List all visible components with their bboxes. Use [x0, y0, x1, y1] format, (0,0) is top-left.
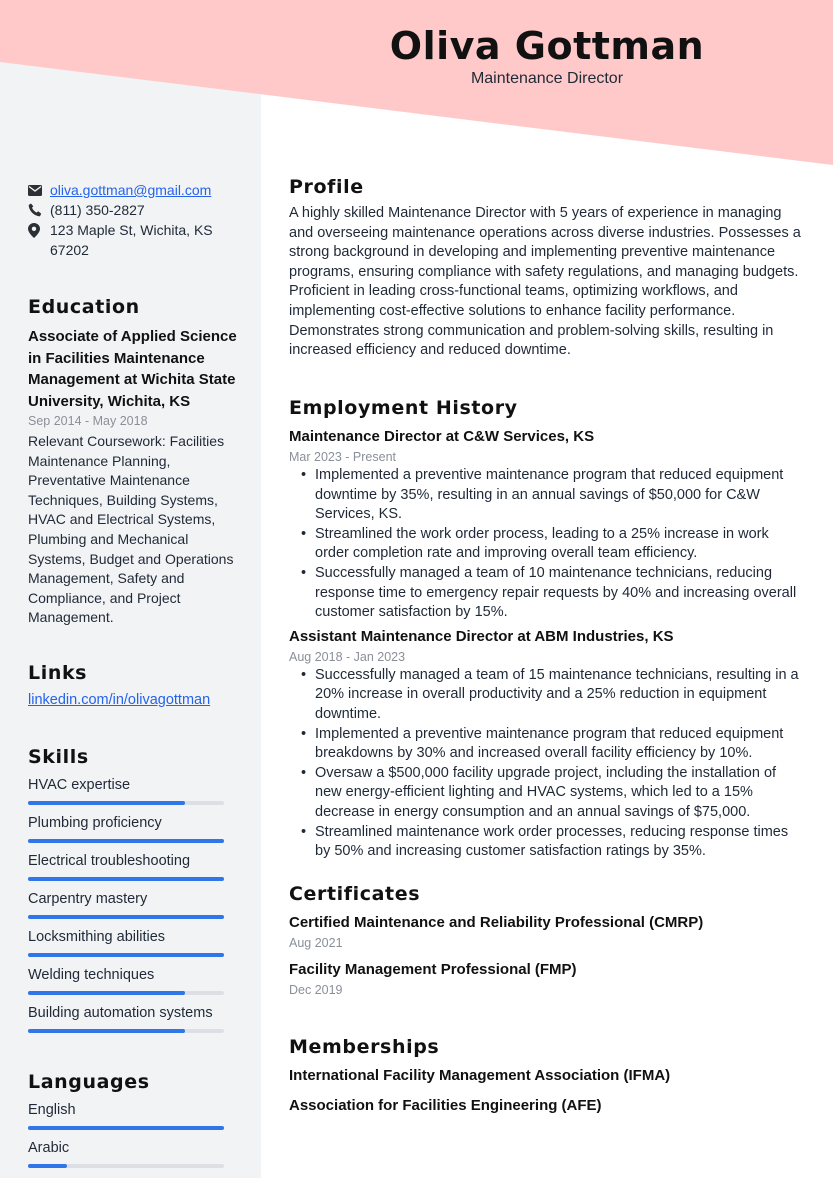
skill-item [28, 776, 238, 806]
language-name: English [28, 1102, 76, 1118]
envelope-icon [28, 180, 50, 200]
certificate-title: Facility Management Professional (FMP) [289, 961, 577, 978]
skill-name: Welding techniques [28, 967, 155, 983]
email-link[interactable]: oliva.gottman@gmail.com [50, 182, 212, 198]
education-coursework: Relevant Coursework: Facilities Maintenance Planning, Preventative Maintenance Techniques, Building Systems, HVAC and Electrical Systems, Plumbing and Mechanical Systems, Budget and Operations Management, Safety and Compliance, and Project Management. [28, 433, 234, 626]
languages-list [28, 1101, 238, 1169]
job-bullet: • Successfully managed a team of 15 maintenance technicians, resulting in a 20% increase in overall productivity and a 25% reduction in equipment downtime. [301, 666, 804, 725]
job-dates: Aug 2018 - Jan 2023 [289, 649, 406, 664]
links-section [28, 662, 238, 709]
skill-name: HVAC expertise [28, 777, 131, 793]
certificate-item [289, 913, 804, 952]
language-level-fill [28, 1126, 224, 1130]
employment-section [289, 397, 804, 862]
address-text: 123 Maple St, Wichita, KS 67202 [50, 222, 213, 258]
job-bullets [301, 666, 804, 862]
certificates-list [289, 913, 804, 999]
skill-level-fill [28, 801, 185, 805]
candidate-name: Oliva Gottman [389, 24, 705, 68]
membership-item: International Facility Management Association (IFMA) [289, 1067, 671, 1084]
certificates-section [289, 883, 804, 999]
jobs-list [289, 427, 804, 862]
language-level-bar [28, 1164, 224, 1168]
skill-item [28, 814, 238, 844]
phone-number: (811) 350-2827 [50, 202, 145, 218]
skill-item [28, 852, 238, 882]
language-item [28, 1101, 238, 1131]
skill-item [28, 928, 238, 958]
skill-level-fill [28, 1029, 185, 1033]
links-heading: Links [28, 662, 88, 684]
education-section [28, 296, 238, 628]
profile-text: A highly skilled Maintenance Director with 5 years of experience in managing and overseeing maintenance operations across diverse industries. Possesses a strong background in developing and implementing preventive maintenance programs, ensuring compliance with safety regulations, and managing budgets. Proficient in leading cross-functional teams, optimizing workflows, and implementing cost-effective solutions to enhance facility performance. Demonstrates strong communication and problem-solving skills, resulting in increased efficiency and reduced downtime. [289, 205, 801, 359]
job-bullet: • Oversaw a $500,000 facility upgrade project, including the installation of new energy-efficient lighting and HVAC systems, which led to a 15% decrease in energy consumption and an annual savings of $75,000. [301, 764, 804, 823]
job-entry [289, 627, 804, 862]
languages-heading: Languages [28, 1071, 150, 1093]
skill-level-bar [28, 1029, 224, 1033]
skill-level-fill [28, 915, 224, 919]
job-bullet: • Implemented a preventive maintenance program that reduced equipment breakdowns by 30% and increased overall facility efficiency by 10%. [301, 725, 804, 764]
memberships-list [289, 1066, 804, 1116]
profile-section [289, 176, 804, 361]
job-bullet: • Streamlined maintenance work order processes, reducing response times by 50% and increasing customer satisfaction ratings by 35%. [301, 823, 804, 862]
education-heading: Education [28, 296, 140, 318]
skills-heading: Skills [28, 746, 89, 768]
job-entry [289, 427, 804, 623]
skill-name: Carpentry mastery [28, 891, 148, 907]
contact-phone-row [28, 200, 243, 220]
job-dates: Mar 2023 - Present [289, 450, 396, 464]
certificate-item [289, 960, 804, 999]
skill-name: Plumbing proficiency [28, 815, 162, 831]
contact-address-row [28, 220, 243, 260]
skill-level-bar [28, 877, 224, 881]
skills-list [28, 776, 238, 1034]
certificates-heading: Certificates [289, 883, 421, 905]
skill-item [28, 1004, 238, 1034]
skills-section [28, 746, 238, 1034]
skill-item [28, 890, 238, 920]
phone-icon [28, 200, 50, 220]
job-bullet: • Streamlined the work order process, leading to a 25% increase in work order completion rate and improving overall team efficiency. [301, 525, 804, 564]
skill-level-bar [28, 839, 224, 843]
contact-block [28, 180, 243, 260]
language-level-fill [28, 1164, 67, 1168]
profile-heading: Profile [289, 176, 364, 198]
language-item [28, 1139, 238, 1169]
languages-section [28, 1071, 238, 1169]
education-dates: Sep 2014 - May 2018 [28, 414, 148, 428]
memberships-section [289, 1036, 804, 1116]
skill-level-fill [28, 877, 224, 881]
skill-level-bar [28, 801, 224, 805]
education-degree: Associate of Applied Science in Facilities Maintenance Management at Wichita State University, Wichita, KS [28, 328, 237, 410]
memberships-heading: Memberships [289, 1036, 440, 1058]
skill-name: Locksmithing abilities [28, 929, 166, 945]
skill-name: Electrical troubleshooting [28, 853, 191, 869]
job-bullet: • Implemented a preventive maintenance program that reduced equipment downtime by 35%, resulting in an annual savings of $50,000 for C&W Services, KS. [301, 466, 804, 525]
job-title: Maintenance Director at C&W Services, KS [289, 428, 595, 445]
skill-level-bar [28, 953, 224, 957]
language-name: Arabic [28, 1140, 70, 1156]
employment-heading: Employment History [289, 397, 518, 419]
candidate-title: Maintenance Director [470, 70, 624, 87]
certificate-date: Dec 2019 [289, 983, 343, 997]
skill-level-fill [28, 953, 224, 957]
certificate-date: Aug 2021 [289, 936, 343, 950]
skill-level-fill [28, 839, 224, 843]
skill-name: Building automation systems [28, 1005, 213, 1021]
skill-level-bar [28, 915, 224, 919]
job-bullet: • Successfully managed a team of 10 maintenance technicians, reducing response time to emergency repair requests by 40% and increasing overall customer satisfaction by 15%. [301, 564, 804, 623]
linkedin-link[interactable]: linkedin.com/in/olivagottman [28, 692, 211, 708]
membership-item: Association for Facilities Engineering (AFE) [289, 1097, 602, 1114]
skill-level-fill [28, 991, 185, 995]
job-bullets [301, 466, 804, 623]
certificate-title: Certified Maintenance and Reliability Professional (CMRP) [289, 914, 704, 931]
skill-level-bar [28, 991, 224, 995]
location-pin-icon [28, 220, 50, 240]
job-title: Assistant Maintenance Director at ABM Industries, KS [289, 627, 674, 645]
language-level-bar [28, 1126, 224, 1130]
contact-email-row [28, 180, 243, 200]
skill-item [28, 966, 238, 996]
